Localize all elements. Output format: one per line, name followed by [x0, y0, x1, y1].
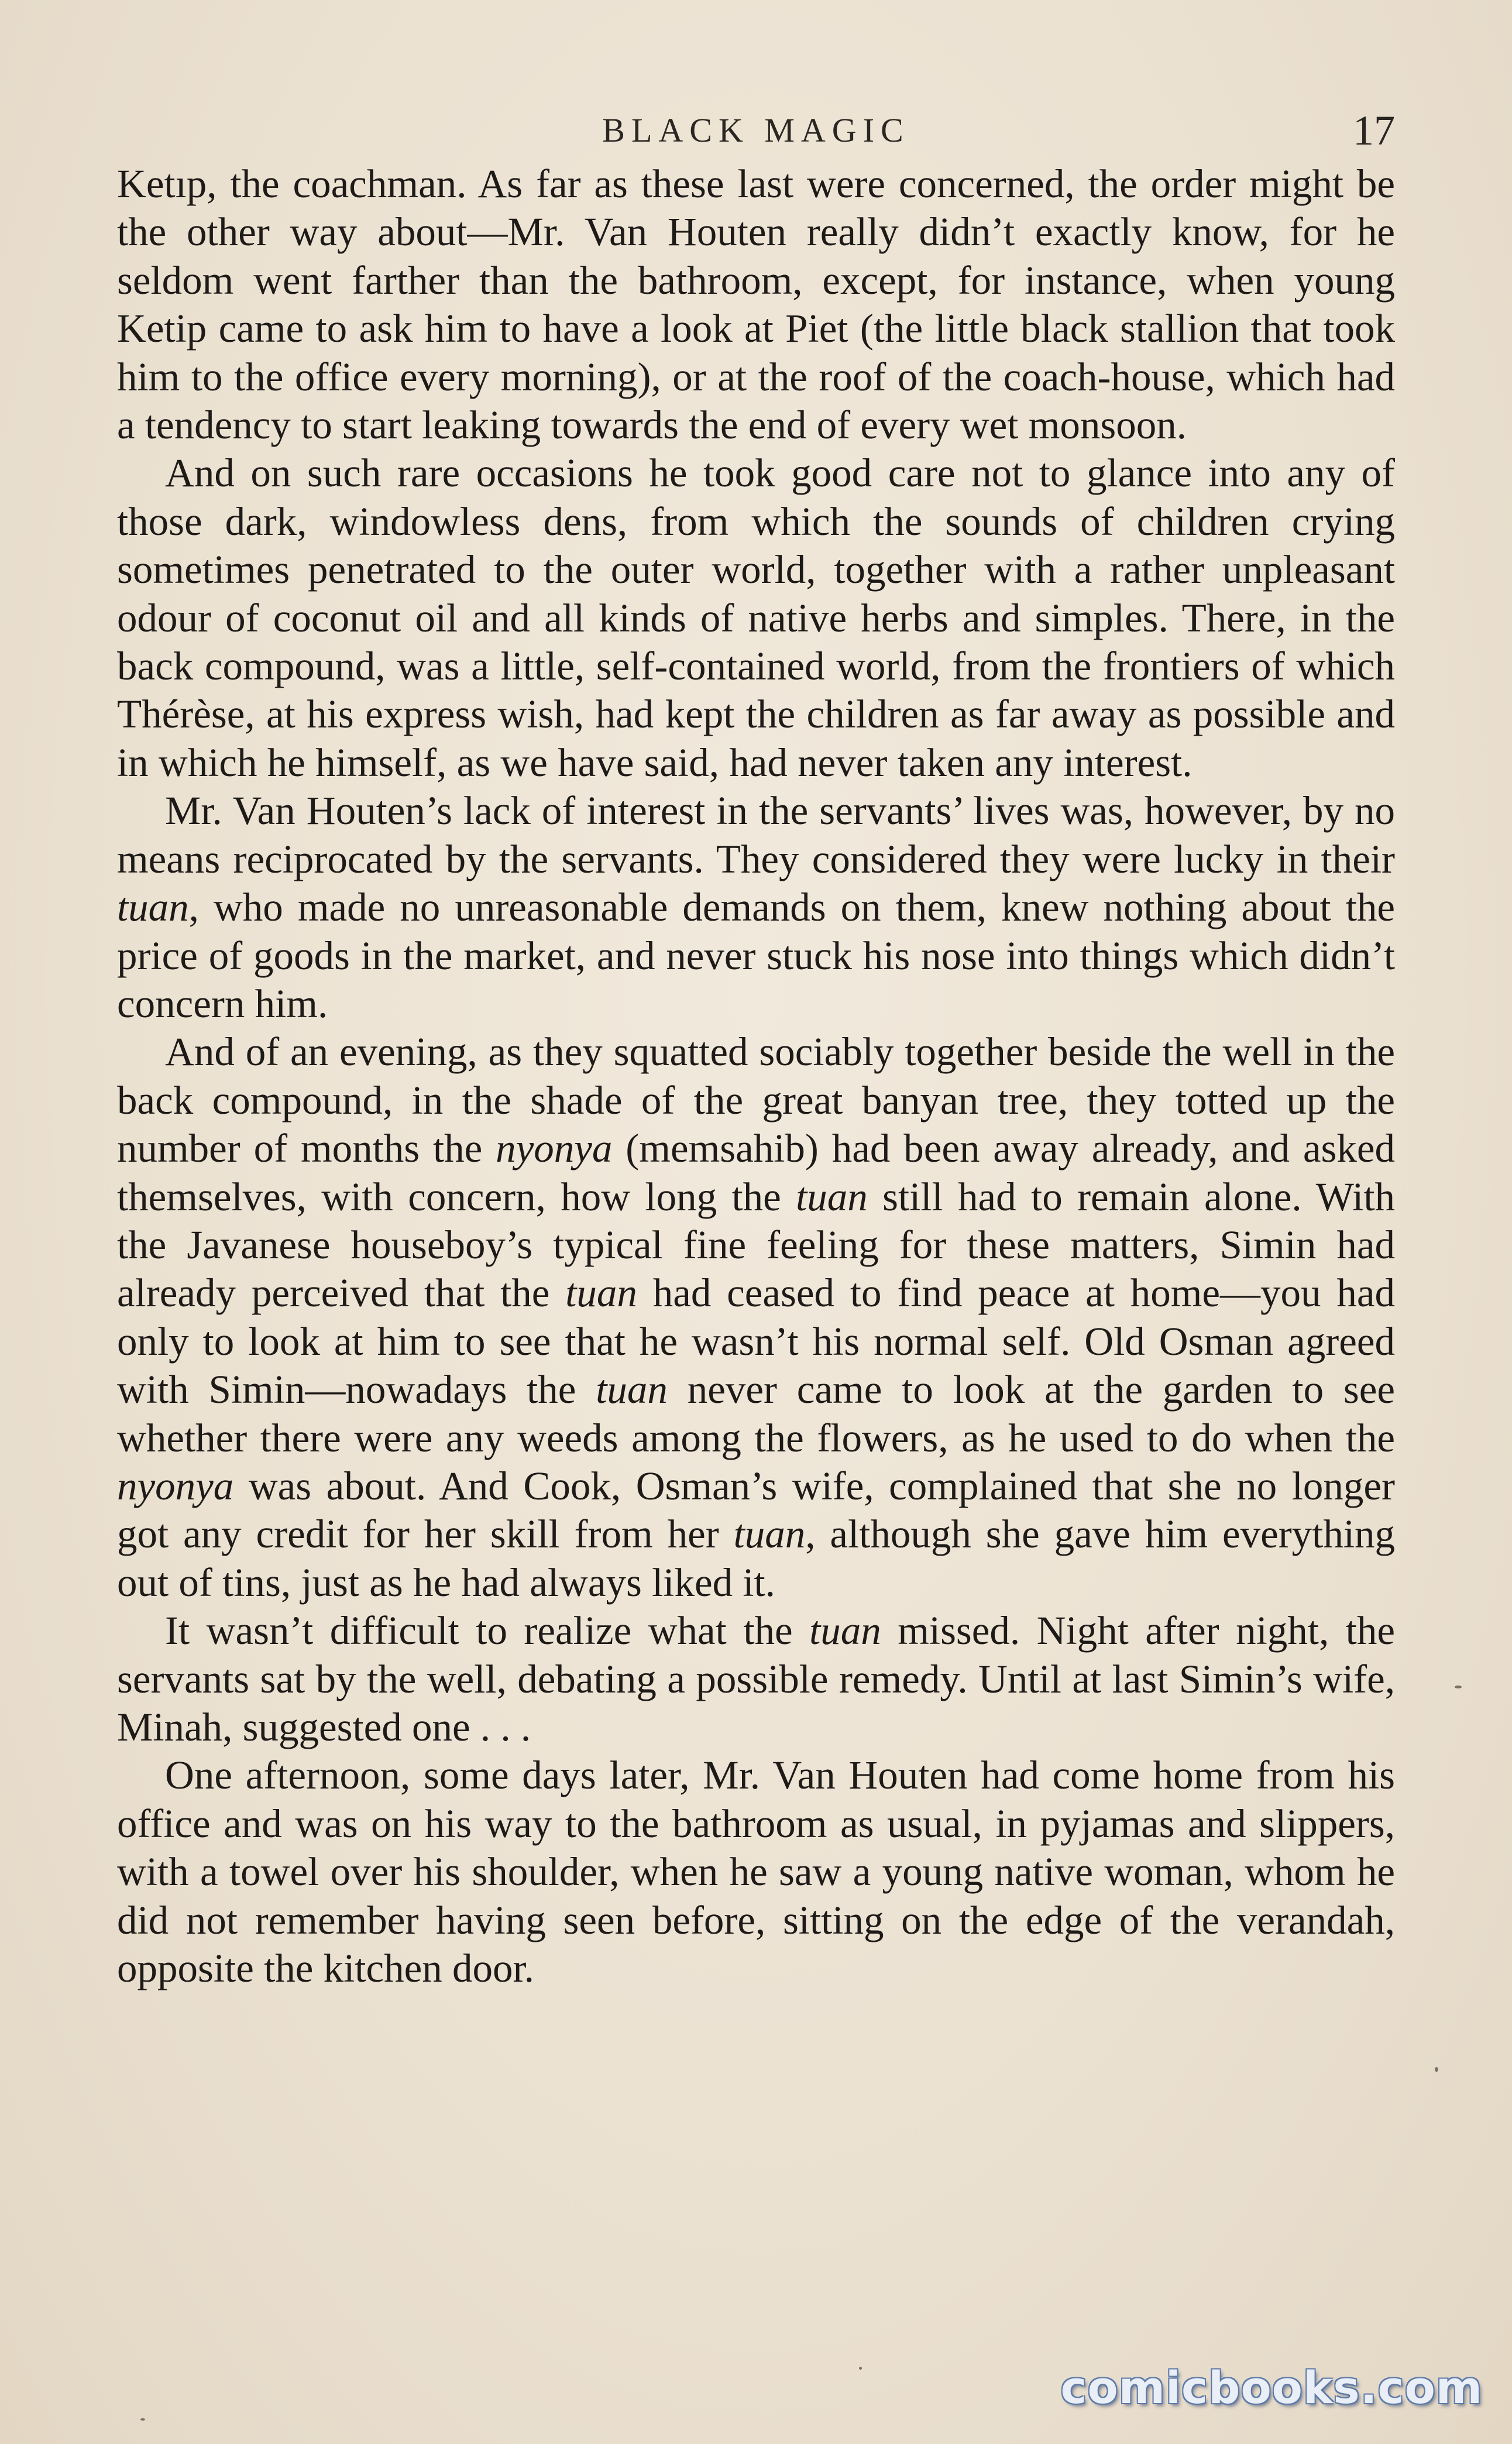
text-run: never came to look at the garden to see whether there were any weeds among the flowers, as he used to do when the — [117, 1367, 1395, 1460]
page-number: 17 — [1353, 107, 1395, 154]
paragraph — [117, 1607, 1395, 1751]
text-run: Mr. Van Houten’s lack of interest in the servants’ lives was, however, by no means reciprocated by the servants. They considered they were lucky in their — [117, 788, 1395, 881]
italic-term: tuan — [596, 1367, 668, 1412]
paper-speck — [1435, 2067, 1438, 2072]
italic-term: tuan — [117, 885, 189, 930]
paragraph — [117, 1028, 1395, 1607]
text-run: And on such rare occasions he took good care not to glance into any of those dark, windowless dens, from which the sounds of children crying sometimes penetrated to the outer world, together with a rather unpleasant odour of coconut oil and all kinds of native herbs and simples. There, in the back compound, was a little, self-contained world, from the frontiers of which Thérèse, at his express wish, had kept the children as far away as possible and in which he himself, as we have said, had never taken any interest. — [117, 451, 1395, 785]
italic-term: nyonya — [496, 1126, 613, 1171]
paragraph — [117, 160, 1395, 449]
italic-term: tuan — [809, 1608, 881, 1653]
paragraph — [117, 449, 1395, 787]
paper-speck — [1455, 1686, 1462, 1688]
text-run: missed. Night after night, the servants sat by the well, debating a possible remedy. Until at last Simin’s wife, Minah, suggested one . . . — [117, 1608, 1395, 1749]
paragraph — [117, 787, 1395, 1028]
text-run: was about. And Cook, Osman’s wife, complained that she no longer got any credit for her skill from her — [117, 1463, 1395, 1557]
text-run: (memsahib) had been away already, and asked themselves, with concern, how long the — [117, 1126, 1395, 1219]
italic-term: tuan — [565, 1271, 637, 1316]
italic-term: tuan — [733, 1512, 806, 1557]
italic-term: nyonya — [117, 1463, 234, 1508]
paper-speck — [140, 2418, 145, 2421]
text-run: Ketıp, the coachman. As far as these last were concerned, the order might be the other way about—Mr. Van Houten really didn’t exactly know, for he seldom went farther than the bathroom, except, for instance, when young Ketip came to ask him to have a look at Piet (the little black stallion that took him to the office every morning), or at the roof of the coach-house, which had a tendency to start leaking towards the end of every wet monsoon. — [117, 162, 1395, 448]
text-run: , although she gave him everything out of tins, just as he had always liked it. — [117, 1512, 1396, 1605]
italic-term: tuan — [796, 1174, 868, 1219]
text-run: And of an evening, as they squatted sociably together beside the well in the back compound, in the shade of the great banyan tree, they totted up the number of months the — [117, 1029, 1395, 1171]
body-text — [117, 160, 1395, 1992]
text-run: , who made no unreasonable demands on them, knew nothing about the price of goods in the market, and never stuck his nose into things which didn’t concern him. — [117, 885, 1395, 1026]
paper-speck — [859, 2367, 862, 2370]
text-run: It wasn’t difficult to realize what the — [165, 1608, 810, 1653]
paragraph — [117, 1751, 1395, 1992]
text-run: had ceased to find peace at home—you had only to look at him to see that he wasn’t his normal self. Old Osman agreed with Simin—nowadays the — [117, 1271, 1395, 1412]
running-head: BLACK MAGIC — [602, 111, 910, 149]
watermark-logo: comicbooks.com — [1060, 2361, 1483, 2414]
page-header — [117, 98, 1395, 163]
text-run: One afternoon, some days later, Mr. Van Houten had come home from his office and was on his way to the bathroom as usual, in pyjamas and slippers, with a towel over his shoulder, when he saw a young native woman, whom he did not remember having seen before, sitting on the edge of the verandah, opposite the kitchen door. — [117, 1753, 1395, 1991]
text-run: still had to remain alone. With the Javanese houseboy’s typical fine feeling for these matters, Simin had already perceived that the — [117, 1174, 1395, 1316]
